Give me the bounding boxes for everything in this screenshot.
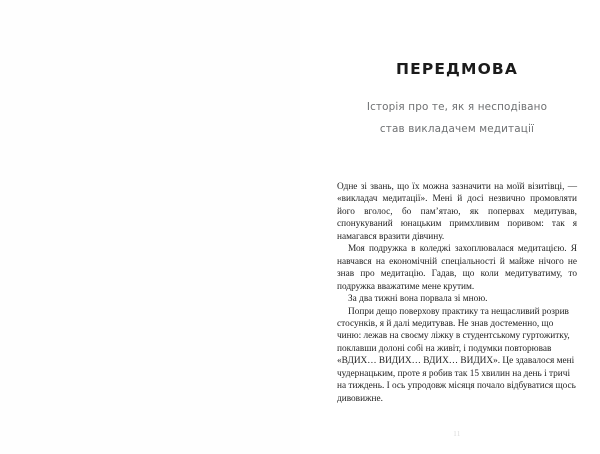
body-paragraph: Одне зі звань, що їх можна зазначити на моїй візитівці, — «викладач медитації». Мені й досі незвично промовляти його вголос, бо пам’ятаю, як попервах медитував, спонукуваний юнацьким примхливим поривом: так я намагався вразити дівчину.: [337, 182, 577, 242]
body-paragraph: Моя подружка в коледжі захоплювалася медитацією. Я навчався на економічній спеціальності й майже нічого не знав про медитацію. Гадав, що коли медитуватиму, то подружка вважатиме мене крутим.: [337, 244, 577, 292]
chapter-subtitle-line-2: став викладачем медитації: [379, 123, 535, 135]
body-paragraph: За два тижні вона порвала зі мною.: [348, 294, 488, 305]
page-number: 11: [453, 430, 461, 438]
right-page: [300, 0, 600, 454]
body-text: [337, 181, 577, 405]
page-content-column: [337, 0, 577, 454]
chapter-subtitle: [337, 96, 577, 140]
body-paragraph: Попри дещо поверхову практику та нещасливий розрив стосунків, я й далі медитував. Не знав достеменно, що чиню: лежав на своєму ліжку в студентському гуртожитку, поклавши долоні собі на живіт, і подумки повторював «ВДИХ… ВИДИХ… ВДИХ… ВИДИХ». Це здавалося мені чудернацьким, проте я робив так 15 хвилин на день і тричі на тиждень. І ось упродовж місяця почало відбуватися щось дивовижне.: [337, 306, 576, 404]
page-title: ПЕРЕДМОВА: [395, 60, 519, 78]
chapter-subtitle-line-1: Історія про те, як я несподівано: [366, 101, 548, 113]
